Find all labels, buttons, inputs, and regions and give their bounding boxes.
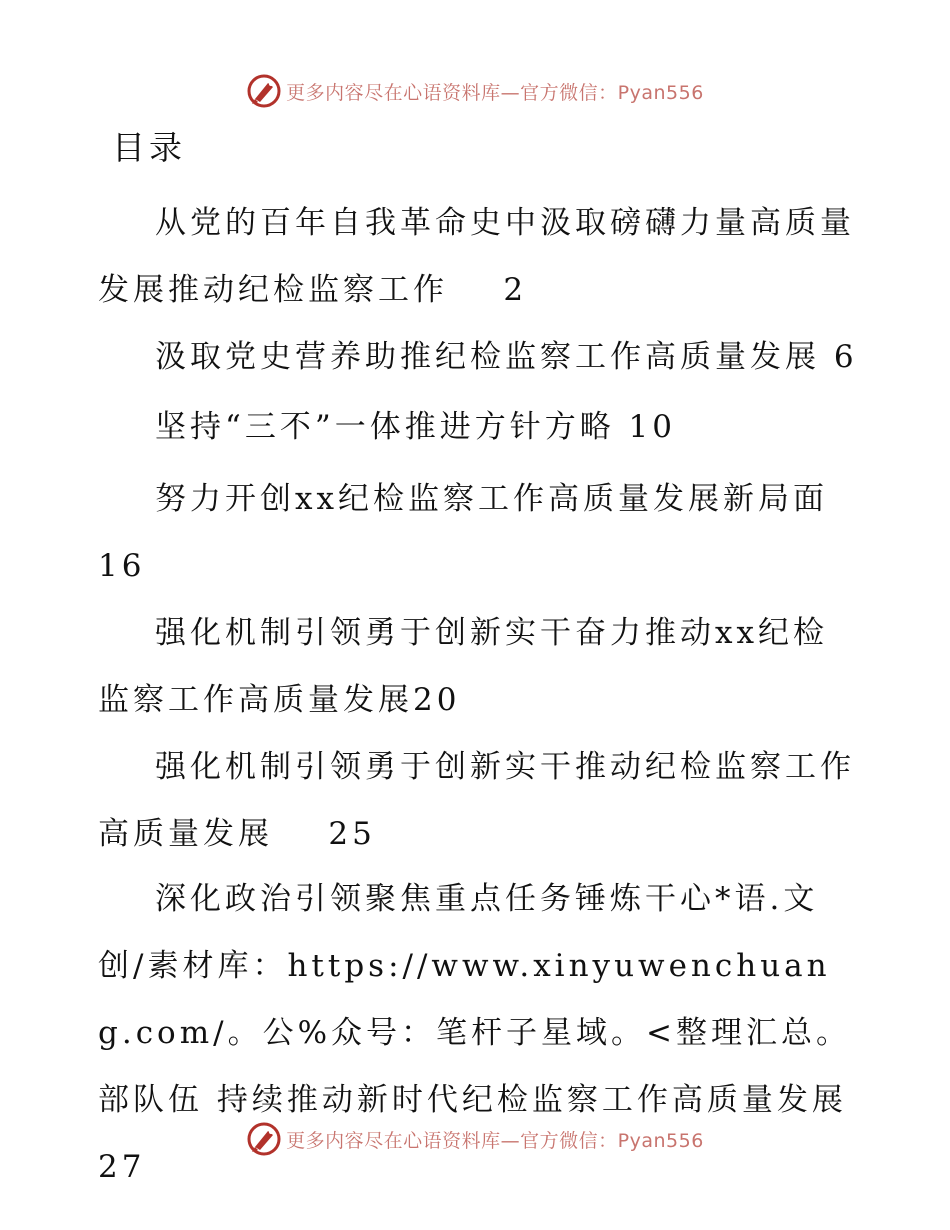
toc-entry-2[interactable]: 汲取党史营养助推纪检监察工作高质量发展 6: [155, 339, 858, 375]
header-watermark-text: 更多内容尽在心语资料库—官方微信：Pyan556: [286, 81, 704, 104]
toc-entry-1[interactable]: 从党的百年自我革命史中汲取磅礴力量高质量发展推动纪检监察工作 2: [98, 205, 855, 308]
toc-entry-3[interactable]: 坚持“三不”一体推进方针方略 10: [155, 409, 676, 445]
toc-title: 目录: [112, 128, 186, 167]
pen-logo-icon: [246, 1121, 282, 1157]
pen-logo-icon: [246, 73, 282, 109]
toc-entry-5[interactable]: 强化机制引领勇于创新实干奋力推动xx纪检监察工作高质量发展20: [98, 615, 828, 718]
header-watermark: [0, 71, 950, 111]
toc-entry-7[interactable]: 深化政治引领聚焦重点任务锤炼干心*语.文创/素材库：https://www.xinyuwenchuang.com/。公%众号：笔杆子星域。<整理汇总。部队伍 持续推动新时代纪检监察工作高质量发展 27: [98, 881, 861, 1185]
toc-entry-4[interactable]: 努力开创xx纪检监察工作高质量发展新局面 16: [98, 481, 842, 584]
footer-watermark-text: 更多内容尽在心语资料库—官方微信：Pyan556: [286, 1129, 704, 1152]
footer-watermark: [0, 1119, 950, 1159]
toc-entry-6[interactable]: 强化机制引领勇于创新实干推动纪检监察工作高质量发展 25: [98, 749, 855, 852]
